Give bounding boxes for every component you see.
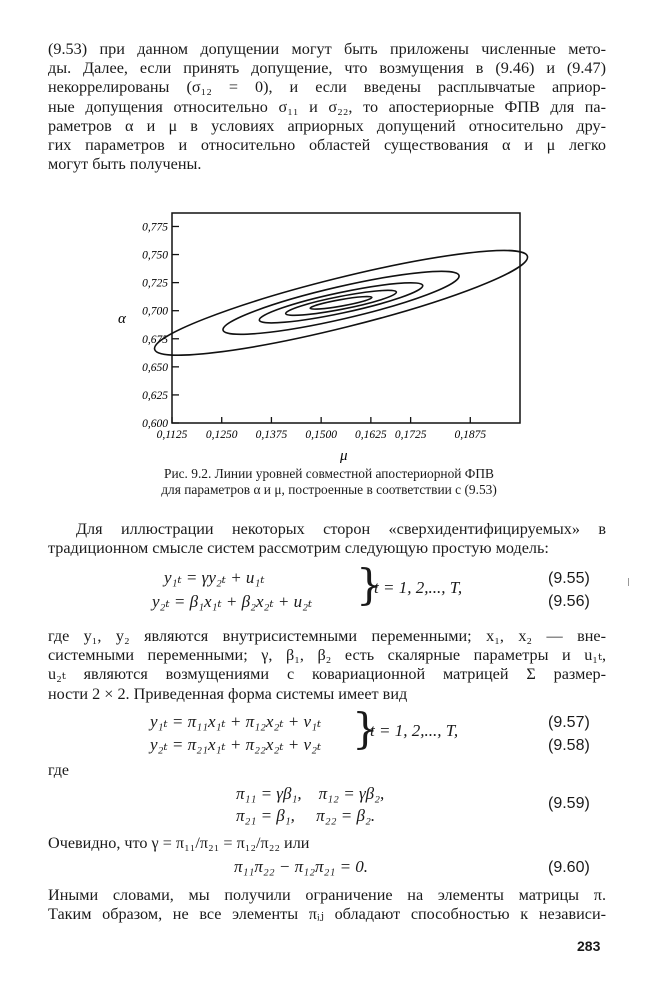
equation-number: (9.57) [548, 714, 590, 731]
x-tick-label: 0,1125 [156, 429, 188, 441]
text-line: где y₁, y₂ являются внутрисистемными переменными; x₁, x₂ — вне- [48, 627, 606, 645]
illustration-paragraph [48, 520, 606, 558]
equation-9-57: y₁ₜ = π₁₁x₁ₜ + π₁₂x₂ₜ + v₁ₜ [150, 712, 322, 731]
text-line: гих параметров и относительно областей существования α и μ легко [48, 136, 606, 155]
pi-relation-line: π₂₁ = β₁, π₂₂ = β₂. [236, 806, 376, 825]
equation-9-55: y₁ₜ = γy₂ₜ + u₁ₜ [164, 568, 265, 587]
contour-level-3 [257, 275, 425, 330]
x-axis-label: μ [340, 448, 348, 464]
equation-number: (9.56) [548, 593, 590, 610]
page-number: 283 [577, 938, 601, 954]
y-tick-label: 0,725 [142, 277, 168, 290]
x-tick-label: 0,1725 [394, 429, 427, 441]
text-line: некоррелированы (σ₁₂ = 0), и если введены расплывчатые априор- [48, 78, 606, 97]
contour-level-5 [149, 232, 530, 373]
y-tick-label: 0,775 [142, 221, 168, 234]
x-tick-label: 0,1375 [255, 429, 288, 441]
closing-paragraph [48, 886, 606, 924]
equation-number: (9.60) [548, 859, 590, 876]
time-range: t = 1, 2,..., T, [370, 721, 459, 740]
right-brace: } [356, 560, 383, 609]
margin-mark [628, 578, 629, 586]
time-range: t = 1, 2,..., T, [374, 578, 463, 597]
equation-9-60: π₁₁π₂₂ − π₁₂π₂₁ = 0. [234, 857, 369, 876]
y-tick-label: 0,650 [142, 361, 168, 374]
text-line: могут быть получены. [48, 155, 202, 174]
equation-number: (9.59) [548, 795, 590, 812]
caption-line: Рис. 9.2. Линии уровней совместной апостериорной ФПВ [164, 466, 494, 481]
equation-number: (9.55) [548, 570, 590, 587]
equation-number: (9.58) [548, 737, 590, 754]
text-line: ды. Далее, если принять допущение, что возмущения в (9.46) и (9.47) [48, 59, 606, 78]
text-line: Для иллюстрации некоторых сторон «сверхидентифицируемых» в [76, 520, 606, 538]
y-tick-label: 0,625 [142, 389, 168, 402]
contour-level-4 [219, 260, 462, 346]
pi-relation-line: π₁₁ = γβ₁, π₁₂ = γβ₂, [236, 784, 385, 803]
text-line: традиционном смысле систем рассмотрим следующую простую модель: [48, 539, 549, 558]
text-line: (9.53) при данном допущении могут быть приложены численные мето- [48, 40, 606, 58]
y-axis-ticks [142, 221, 179, 430]
text-line: ности 2 × 2. Приведенная форма системы имеет вид [48, 684, 408, 703]
where-label: где [48, 762, 70, 779]
where-paragraph [48, 627, 606, 704]
y-axis-label: α [118, 311, 126, 327]
text-line: системными переменными; γ, β₁, β₂ есть скалярные параметры и u₁ₜ, [48, 646, 606, 665]
text-line: Таким образом, не все элементы πᵢⱼ обладают способностью к независи- [48, 905, 606, 924]
caption-line: для параметров α и μ, построенные в соответствии с (9.53) [161, 482, 497, 497]
text-line: раметров α и μ в условиях априорных допущений относительно дру- [48, 116, 606, 135]
equation-9-56: y₂ₜ = β₁x₁ₜ + β₂x₂ₜ + u₂ₜ [152, 592, 313, 611]
figure-caption [124, 466, 534, 498]
y-tick-label: 0,675 [142, 333, 168, 346]
text-line: u₂ₜ являются возмущениями с ковариационной матрицей Σ размер- [48, 665, 606, 684]
x-tick-label: 0,1625 [355, 429, 387, 441]
text-line: ные допущения относительно σ₁₁ и σ₂₂, то апостериорные ФПВ для па- [48, 97, 606, 116]
x-tick-label: 0,1250 [205, 429, 238, 441]
contour-plot [110, 205, 530, 465]
x-tick-label: 0,1875 [454, 429, 487, 441]
text-line: Иными словами, мы получили ограничение на элементы матрицы π. [48, 886, 606, 904]
x-tick-label: 0,1500 [305, 429, 337, 441]
obviously-line: Очевидно, что γ = π₁₁/π₂₁ = π₁₂/π₂₂ или [48, 834, 310, 852]
intro-paragraph [48, 40, 606, 174]
y-tick-label: 0,600 [142, 418, 168, 430]
x-axis-ticks [157, 417, 487, 441]
contour-level-2 [284, 286, 397, 320]
y-tick-label: 0,750 [142, 249, 168, 262]
right-brace: } [352, 704, 379, 753]
y-tick-label: 0,700 [142, 305, 168, 318]
equation-9-58: y₂ₜ = π₂₁x₁ₜ + π₂₂x₂ₜ + v₂ₜ [150, 735, 322, 754]
contour-lines [149, 232, 530, 373]
